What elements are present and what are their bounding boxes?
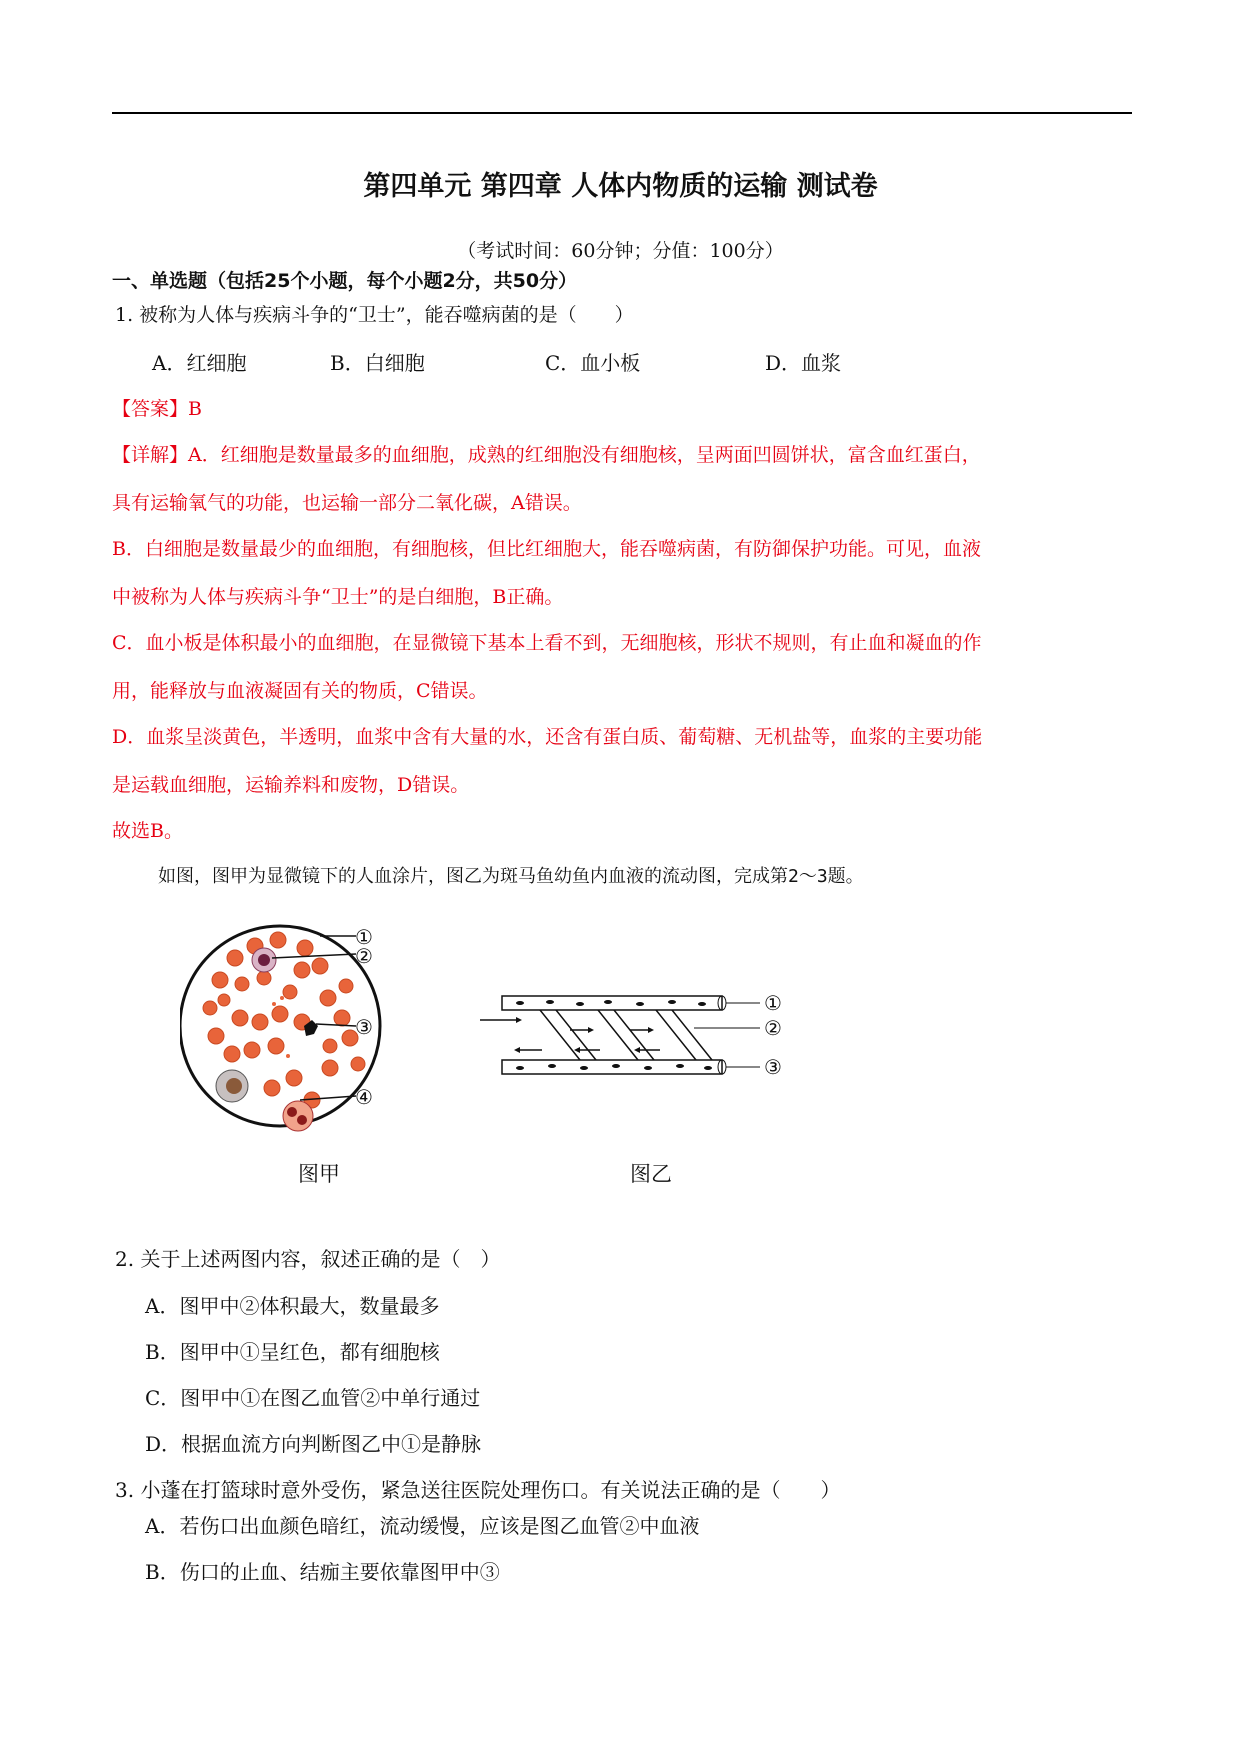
q1-detail-line: C．血小板是体积最小的血细胞，在显微镜下基本上看不到，无细胞核，形状不规则，有止血和凝血的作 xyxy=(112,632,982,654)
q1-option-d: D．血浆 xyxy=(765,351,842,375)
fig-a-label-2: ② xyxy=(355,944,373,968)
blood-flow-figure xyxy=(480,980,760,1100)
q3-option-a: A．若伤口出血颜色暗红，流动缓慢，应该是图乙血管②中血液 xyxy=(145,1514,700,1538)
q1-detail-line: 用，能释放与血液凝固有关的物质，C错误。 xyxy=(112,680,488,702)
q1-detail-line: D．血浆呈淡黄色，半透明，血浆中含有大量的水，还含有蛋白质、葡萄糖、无机盐等，血浆的主要功能 xyxy=(112,726,983,748)
q3-stem: 3. 小蓬在打篮球时意外受伤，紧急送往医院处理伤口。有关说法正确的是（ ） xyxy=(115,1478,841,1502)
q1-detail-line: 故选B。 xyxy=(112,820,183,842)
q1-detail-line: 是运载血细胞，运输养料和废物，D错误。 xyxy=(112,774,470,796)
q1-answer: 【答案】B xyxy=(112,398,202,420)
fig-b-label-2: ② xyxy=(764,1016,782,1040)
fig-b-label-1: ① xyxy=(764,991,782,1015)
q1-detail-line: 中被称为人体与疾病斗争“卫士”的是白细胞，B正确。 xyxy=(112,586,564,608)
white-blood-cell-icon xyxy=(252,948,276,972)
q3-option-b: B．伤口的止血、结痂主要依靠图甲中③ xyxy=(145,1560,500,1584)
q1-option-b: B．白细胞 xyxy=(330,351,425,375)
blood-smear-figure xyxy=(180,918,440,1138)
q2-option-c: C．图甲中①在图乙血管②中单行通过 xyxy=(145,1386,481,1410)
q1-detail-line: 具有运输氧气的功能，也运输一部分二氧化碳，A错误。 xyxy=(112,492,582,514)
fig-b-label-3: ③ xyxy=(764,1055,782,1079)
fig-a-label-1: ① xyxy=(355,925,373,949)
white-blood-cell-icon xyxy=(216,1070,248,1102)
top-rule xyxy=(112,112,1132,114)
q2-option-b: B．图甲中①呈红色，都有细胞核 xyxy=(145,1340,440,1364)
figure-intro: 如图，图甲为显微镜下的人血涂片，图乙为斑马鱼幼鱼内血液的流动图，完成第2～3题。 xyxy=(158,866,864,887)
q1-option-a: A．红细胞 xyxy=(152,351,247,375)
q2-option-d: D．根据血流方向判断图乙中①是静脉 xyxy=(145,1432,482,1456)
section-heading: 一、单选题（包括25个小题，每个小题2分，共50分） xyxy=(112,270,578,292)
fig-a-caption: 图甲 xyxy=(298,1162,340,1186)
page-title: 第四单元 第四章 人体内物质的运输 测试卷 xyxy=(363,171,878,202)
fig-b-caption: 图乙 xyxy=(630,1162,672,1186)
white-blood-cell-icon xyxy=(283,1101,313,1131)
q1-stem: 1. 被称为人体与疾病斗争的“卫士”，能吞噬病菌的是（ ） xyxy=(115,304,634,326)
fig-a-label-4: ④ xyxy=(355,1085,373,1109)
q1-detail-line: B．白细胞是数量最少的血细胞，有细胞核，但比红细胞大，能吞噬病菌，有防御保护功能。可见，血液 xyxy=(112,538,981,560)
q2-option-a: A．图甲中②体积最大，数量最多 xyxy=(145,1294,440,1318)
q1-detail-line: 【详解】A．红细胞是数量最多的血细胞，成熟的红细胞没有细胞核，呈两面凹圆饼状，富含血红蛋白， xyxy=(112,444,981,466)
fig-a-label-3: ③ xyxy=(355,1015,373,1039)
q2-stem: 2. 关于上述两图内容，叙述正确的是（ ） xyxy=(115,1247,501,1271)
exam-info: （考试时间：60分钟；分值：100分） xyxy=(457,240,784,262)
q1-option-c: C．血小板 xyxy=(545,351,641,375)
